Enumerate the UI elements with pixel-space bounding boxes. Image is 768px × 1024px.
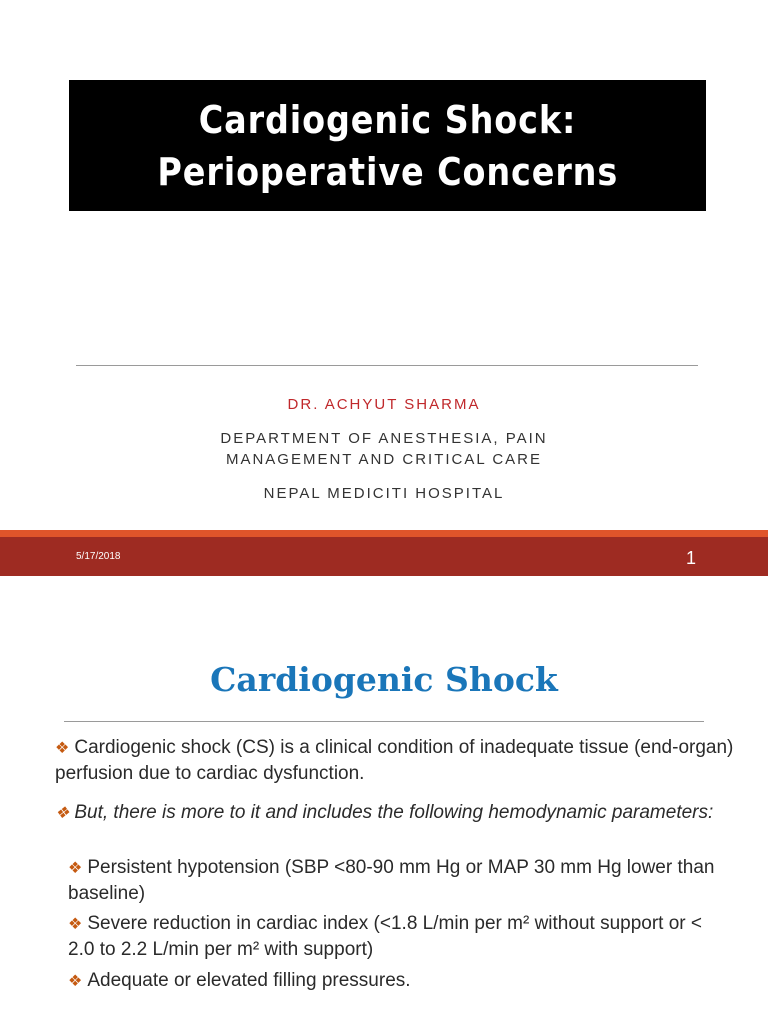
bullet-text: But, there is more to it and includes the following hemodynamic parameters: (74, 802, 714, 823)
author-name: DR. ACHYUT SHARMA (287, 396, 481, 413)
bullet-text: Cardiogenic shock (CS) is a clinical condition of inadequate tissue (end-organ) perfusion due to cardiac dysfunction. (55, 737, 734, 784)
bullet-item (55, 735, 735, 786)
slide-number: 1 (686, 548, 697, 568)
sub-bullet-text: Severe reduction in cardiac index (<1.8 L/min per m² without support or < 2.0 to 2.2 L/min per m² with support) (68, 913, 702, 960)
sub-bullet-text: Persistent hypotension (SBP <80-90 mm Hg or MAP 30 mm Hg lower than baseline) (68, 857, 715, 904)
diamond-bullet-icon: ❖ (68, 973, 83, 990)
title-box (69, 80, 706, 211)
divider (64, 721, 704, 722)
title-line-2: Perioperative Concerns (157, 149, 618, 194)
sub-bullet-item (68, 968, 728, 994)
sub-bullet-item (68, 855, 728, 906)
department-line-2: MANAGEMENT AND CRITICAL CARE (225, 451, 543, 468)
department-line-1: DEPARTMENT OF ANESTHESIA, PAIN (220, 430, 548, 447)
bullet-item (55, 800, 735, 826)
diamond-bullet-icon: ❖ (55, 740, 70, 757)
divider (76, 365, 698, 366)
slide-date: 5/17/2018 (76, 551, 121, 562)
title-line-1: Cardiogenic Shock: (198, 97, 577, 142)
diamond-bullet-icon: ❖ (68, 860, 83, 877)
sub-bullet-item (68, 911, 728, 962)
diamond-bullet-icon: ❖ (55, 805, 70, 822)
slide-title: Cardiogenic Shock (210, 660, 558, 699)
sub-bullet-text: Adequate or elevated filling pressures. (87, 970, 411, 991)
footer-band-accent (0, 530, 768, 537)
diamond-bullet-icon: ❖ (68, 916, 83, 933)
hospital-name: NEPAL MEDICITI HOSPITAL (263, 485, 505, 502)
content-slide (0, 576, 768, 1024)
